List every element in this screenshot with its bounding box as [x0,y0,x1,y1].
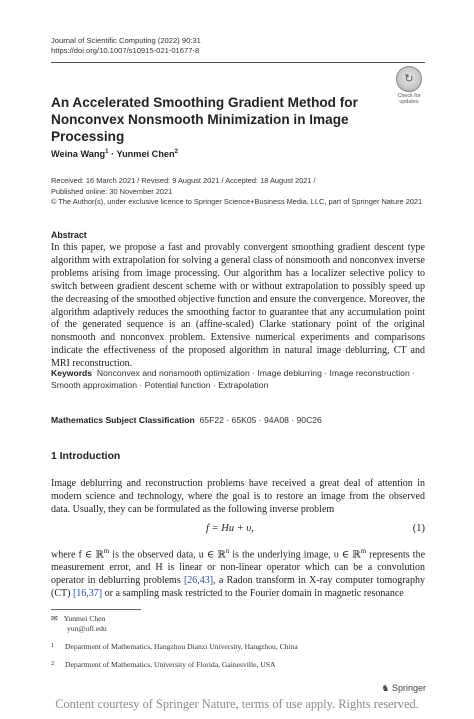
section-heading: 1 Introduction [51,451,121,462]
affiliation-marker: 1 [105,149,109,155]
journal-citation: Journal of Scientific Computing (2022) 90:31 [51,36,201,45]
dates-line: Received: 16 March 2021 / Revised: 9 August 2021 / Accepted: 18 August 2021 / [51,176,316,185]
doi-link[interactable]: https://doi.org/10.1007/s10915-021-01677-8 [51,46,200,55]
journal-header [51,36,201,56]
keywords-text: Nonconvex and nonsmooth optimization · Image deblurring · Image reconstruction · Smooth approximation · Potential function · Extrapolation [51,368,415,391]
affiliation-2: 2 Department of Mathematics, University of Florida, Gainesville, USA [51,660,276,669]
footnote-rule [51,609,141,610]
abstract-heading: Abstract [51,230,87,240]
msc-label: Mathematics Subject Classification [51,415,195,425]
equation-body: f = Hu + υ, [206,523,254,534]
corresponding-author [51,614,107,634]
check-for-updates-badge[interactable] [392,66,426,106]
affiliation-1: 1 Department of Mathematics, Hangzhou Dianzi University, Hangzhou, China [51,642,298,651]
intro-paragraph: where f ∈ ℝ$^m$ is the observed data, u ∈ ℝ$^n$ is the underlying image, υ ∈ ℝ$^m$ represents the measurement error, and H is linear or non-linear operator which can be a convolution operator in deblurring problems [26,43], a Radon transform in X-ray computer tomography (CT) [16,37] or a sampling mask restricted to the Fourier domain in magnetic resonance [51,547,426,600]
keywords-section [51,367,425,392]
contact-name: Yunmei Chen [63,614,106,623]
courtesy-watermark: Content courtesy of Springer Nature, terms of use apply. Rights reserved. [55,697,419,711]
citation-link[interactable]: [26,43] [183,575,214,587]
keywords-label: Keywords [51,368,93,378]
msc-section [51,415,322,425]
citation-link[interactable]: [16,37] [72,588,103,600]
abstract-text: In this paper, we propose a fast and provably convergent smoothing gradient descent type algorithm with extrapolation for solving a general class of nonsmooth and nonconvex inverse problems arising from image processing. Our algorithm has a localizer selective policy to switch between gradient descent scheme with or without extrapolation to possibly speed up the decreasing of the smoothed objective function and ensure the convergence. Moreover, the algorithm adaptively reduces the smoothing factor to guarantee that any accumulation point of the generated sequence is an (affine-scaled) Clarke stationary point of the original nonsmooth and nonconvex problem. Extensive numerical experiments and comparisons indicate the effectiveness of the proposed algorithm in natural image deblurring, CT and MRI reconstruction. [51,242,425,370]
copyright-line: © The Author(s), under exclusive licence to Springer Science+Business Media, LLC, part of Springer Nature 2021 [51,197,423,207]
dates-line: Published online: 30 November 2021 [51,186,173,196]
equation-1 [51,523,425,537]
author-separator: · [108,149,117,160]
contact-email[interactable]: yun@ufl.edu [67,624,107,633]
author-name[interactable]: Weina Wang [51,149,106,160]
affiliation-marker: 2 [174,149,178,155]
header-rule [51,62,425,63]
update-check-icon: ↻ [396,66,422,92]
publication-dates [51,176,422,208]
publisher-logo: ♞ Springer [381,683,426,693]
badge-label: Check for updates [397,93,421,105]
intro-paragraph: Image deblurring and reconstruction problems have received a great deal of attention in modern science and technology, where the goal is to restore an image from the observed data. Usually, they can be formulated as the following inverse problem [51,478,425,515]
envelope-icon: ✉ [51,614,58,623]
springer-horse-icon: ♞ [381,683,390,693]
equation-number: (1) [412,523,425,534]
author-list [51,149,178,159]
paper-title: An Accelerated Smoothing Gradient Method for Nonconvex Nonsmooth Minimization in Image Processing [51,95,358,144]
msc-codes: 65F22 · 65K05 · 94A08 · 90C26 [199,415,322,425]
author-name[interactable]: Yunmei Chen [116,149,175,160]
